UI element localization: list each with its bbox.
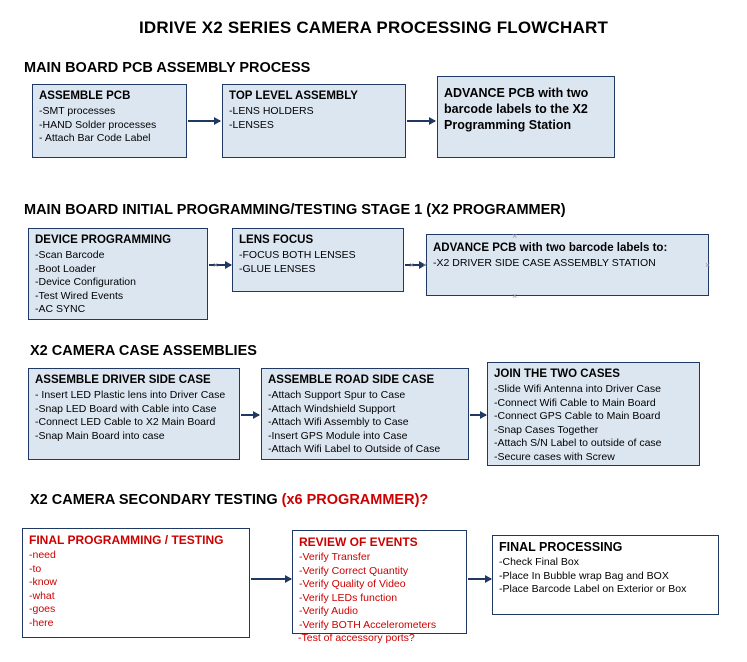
- box-review-of-events-line-2: -Verify Quality of Video: [299, 578, 406, 590]
- connector-handle-icon: ×: [422, 260, 428, 270]
- box-device-programming-title: DEVICE PROGRAMMING: [35, 234, 172, 246]
- box-final-processing-title: FINAL PROCESSING: [499, 540, 623, 554]
- section-heading-main-board-pcb-assembly: MAIN BOARD PCB ASSEMBLY PROCESS: [24, 60, 311, 76]
- box-join-the-two-cases-title: JOIN THE TWO CASES: [494, 368, 620, 380]
- box-assemble-road-side-case-title: ASSEMBLE ROAD SIDE CASE: [268, 374, 435, 386]
- box-review-of-events-line-6: -Test of accessory ports?: [298, 632, 415, 644]
- arrow-final-programming-to-review: [251, 578, 291, 580]
- box-join-the-two-cases-line-5: -Secure cases with Screw: [494, 450, 615, 463]
- box-assemble-pcb-line-1: -HAND Solder processes: [39, 118, 157, 131]
- box-join-the-two-cases: [487, 362, 700, 466]
- box-assemble-road-side-case: [261, 368, 469, 460]
- box-final-programming-testing: [22, 528, 250, 638]
- box-review-of-events-line-4: -Verify Audio: [299, 605, 358, 617]
- box-final-programming-testing-line-5: -here: [29, 616, 54, 629]
- box-final-programming-testing-line-1: -to: [29, 562, 42, 575]
- box-device-programming-line-0: -Scan Barcode: [35, 249, 105, 261]
- box-review-of-events: [292, 530, 467, 634]
- box-final-processing-line-2: -Place Barcode Label on Exterior or Box: [499, 583, 687, 595]
- box-assemble-pcb-line-2: - Attach Bar Code Label: [39, 132, 151, 144]
- box-assemble-pcb-line-0: -SMT processes: [39, 105, 116, 117]
- connector-handle-icon: ×: [213, 260, 219, 270]
- box-assemble-pcb-title: ASSEMBLE PCB: [39, 90, 131, 102]
- box-advance-pcb-driver-side-line-0: -X2 DRIVER SIDE CASE ASSEMBLY STATION: [433, 257, 656, 269]
- box-final-programming-testing-line-0: -need: [29, 549, 56, 561]
- box-assemble-driver-side-case-line-3: -Snap Main Board into case: [35, 429, 165, 442]
- arrow-road-case-to-join: [470, 414, 486, 416]
- box-final-programming-testing-line-3: -what: [29, 589, 55, 602]
- connector-handle-icon: ×: [512, 231, 518, 241]
- box-advance-pcb-driver-side: [426, 231, 709, 296]
- box-review-of-events-line-5: -Verify BOTH Accelerometers: [299, 618, 437, 631]
- box-assemble-driver-side-case-line-1: -Snap LED Board with Cable into Case: [35, 402, 217, 415]
- section-heading-secondary-testing-paren: (x6 PROGRAMMER)?: [281, 492, 429, 508]
- box-advance-pcb-driver-side-title: ADVANCE PCB with two barcode labels to:: [433, 242, 668, 254]
- box-final-programming-testing-title: FINAL PROGRAMMING / TESTING: [29, 533, 224, 547]
- box-assemble-driver-side-case: [28, 368, 240, 460]
- box-top-level-assembly-title: TOP LEVEL ASSEMBLY: [229, 90, 358, 102]
- section-heading-main-board-initial-programming: MAIN BOARD INITIAL PROGRAMMING/TESTING STAGE 1 (X2 PROGRAMMER): [24, 202, 566, 218]
- box-join-the-two-cases-line-4: -Attach S/N Label to outside of case: [494, 437, 662, 449]
- box-final-programming-testing-line-2: -know: [29, 576, 58, 588]
- box-assemble-driver-side-case-line-0: - Insert LED Plastic lens into Driver Case: [35, 389, 226, 401]
- box-device-programming-line-4: -AC SYNC: [35, 303, 86, 315]
- box-device-programming-line-3: -Test Wired Events: [35, 289, 124, 302]
- box-device-programming-line-1: -Boot Loader: [35, 262, 96, 275]
- box-top-level-assembly: [222, 84, 406, 158]
- box-final-processing: [492, 535, 719, 615]
- box-final-processing-line-1: -Place In Bubble wrap Bag and BOX: [499, 569, 669, 582]
- box-join-the-two-cases-line-3: -Snap Cases Together: [494, 423, 599, 436]
- box-assemble-pcb: [32, 84, 187, 158]
- section-heading-x2-camera-case-assemblies: X2 CAMERA CASE ASSEMBLIES: [30, 343, 257, 359]
- box-lens-focus-line-0: -FOCUS BOTH LENSES: [239, 249, 356, 261]
- arrow-assemble-to-top-level: [188, 120, 220, 122]
- arrow-top-level-to-advance: [407, 120, 435, 122]
- box-final-programming-testing-line-4: -goes: [29, 603, 56, 615]
- box-assemble-driver-side-case-title: ASSEMBLE DRIVER SIDE CASE: [35, 374, 211, 386]
- box-assemble-road-side-case-line-1: -Attach Windshield Support: [268, 402, 396, 415]
- box-review-of-events-line-3: -Verify LEDs function: [299, 591, 398, 604]
- section-heading-secondary-testing-text: X2 CAMERA SECONDARY TESTING: [30, 492, 282, 508]
- connector-handle-icon: ×: [409, 260, 415, 270]
- page-title: IDRIVE X2 SERIES CAMERA PROCESSING FLOWCHART: [138, 18, 609, 37]
- box-top-level-assembly-line-0: -LENS HOLDERS: [229, 105, 314, 117]
- box-lens-focus-title: LENS FOCUS: [239, 234, 314, 246]
- box-assemble-road-side-case-line-0: -Attach Support Spur to Case: [268, 389, 406, 401]
- box-final-processing-line-0: -Check Final Box: [499, 556, 579, 568]
- box-lens-focus: [232, 228, 404, 292]
- box-assemble-road-side-case-line-2: -Attach Wifi Assembly to Case: [268, 416, 409, 428]
- box-top-level-assembly-line-1: -LENSES: [229, 118, 274, 131]
- box-device-programming: [28, 228, 208, 320]
- box-review-of-events-title: REVIEW OF EVENTS: [299, 535, 418, 549]
- connector-handle-icon: ×: [705, 260, 711, 270]
- box-device-programming-line-2: -Device Configuration: [35, 276, 136, 288]
- box-review-of-events-line-1: -Verify Correct Quantity: [299, 564, 409, 577]
- box-advance-pcb-programming-station: [437, 76, 615, 158]
- connector-handle-icon: ×: [512, 291, 518, 301]
- box-advance-pcb-programming-station-title: ADVANCE PCB with two barcode labels to the X2 Programming Station: [444, 86, 589, 132]
- box-review-of-events-line-0: -Verify Transfer: [299, 551, 371, 563]
- box-assemble-road-side-case-line-3: -Insert GPS Module into Case: [268, 429, 408, 442]
- box-join-the-two-cases-line-1: -Connect Wifi Cable to Main Board: [494, 396, 656, 409]
- box-join-the-two-cases-line-0: -Slide Wifi Antenna into Driver Case: [494, 383, 661, 395]
- section-heading-x2-camera-secondary-testing: [30, 492, 428, 508]
- box-assemble-road-side-case-line-4: -Attach Wifi Label to Outside of Case: [268, 443, 441, 455]
- arrow-driver-case-to-road-case: [241, 414, 259, 416]
- box-assemble-driver-side-case-line-2: -Connect LED Cable to X2 Main Board: [35, 416, 216, 428]
- box-join-the-two-cases-line-2: -Connect GPS Cable to Main Board: [494, 410, 661, 422]
- arrow-review-to-final-processing: [468, 578, 491, 580]
- box-lens-focus-line-1: -GLUE LENSES: [239, 262, 316, 275]
